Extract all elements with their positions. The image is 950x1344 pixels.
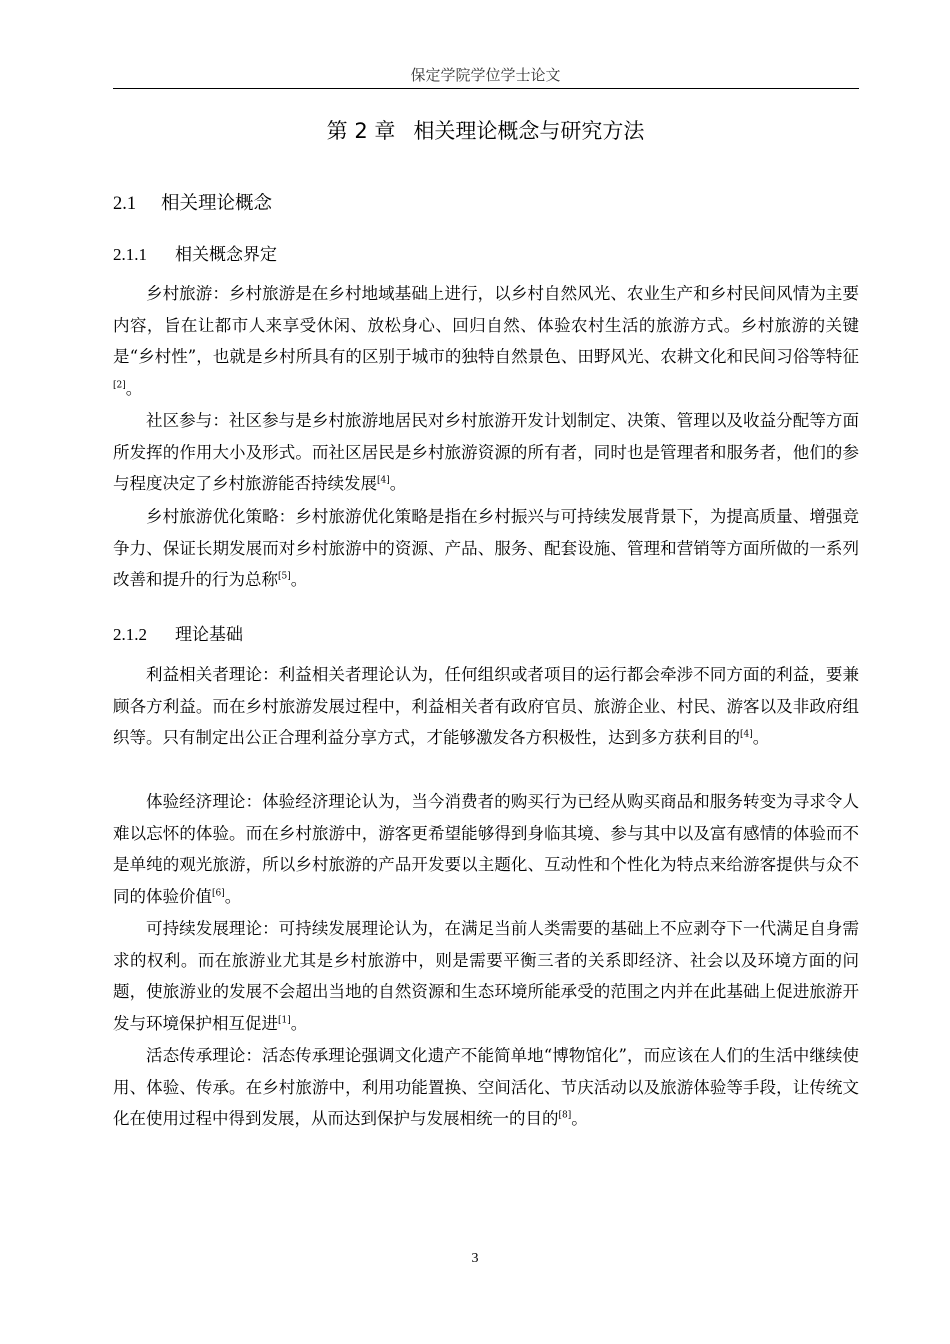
paragraph-text: 社区参与：社区参与是乡村旅游地居民对乡村旅游开发计划制定、决策、管理以及收益分配等方面所发挥的作用大小及形式。而社区居民是乡村旅游资源的所有者，同时也是管理者和服务者，他们的参与程度决定了乡村旅游能否持续发展: [113, 411, 859, 493]
section-title: 相关概念界定: [175, 245, 277, 265]
section-number: 2.1.1: [113, 245, 147, 264]
chapter-name: 相关理论概念与研究方法: [413, 119, 645, 143]
paragraph-text: 可持续发展理论：可持续发展理论认为，在满足当前人类需要的基础上不应剥夺下一代满足自身需求的权利。而在旅游业尤其是乡村旅游中，则是需要平衡三者的关系即经济、社会以及环境方面的问题，使旅游业的发展不会超出当地的自然资源和生态环境所能承受的范围之内并在此基础上促进旅游开发与环境保护相互促进: [113, 919, 859, 1033]
paragraph-text: 乡村旅游：乡村旅游是在乡村地域基础上进行，以乡村自然风光、农业生产和乡村民间风情为主要内容，旨在让都市人来享受休闲、放松身心、回归自然、体验农村生活的旅游方式。乡村旅游的关键是“乡村性”，也就是乡村所具有的区别于城市的独特自然景色、田野风光、农耕文化和民间习俗等特征: [113, 284, 859, 366]
citation[interactable]: [8]: [558, 1110, 572, 1121]
paragraph-text: 体验经济理论：体验经济理论认为，当今消费者的购买行为已经从购买商品和服务转变为寻求令人难以忘怀的体验。而在乡村旅游中，游客更希望能够得到身临其境、参与其中以及富有感情的体验而不是单纯的观光旅游，所以乡村旅游的产品开发要以主题化、互动性和个性化为特点来给游客提供与众不同的体验价值: [113, 792, 859, 906]
paragraph-end: 。: [290, 1013, 308, 1033]
paragraph-end: 。: [752, 728, 770, 747]
paragraph-community-participation: [113, 405, 859, 500]
section-number: 2.1: [113, 194, 137, 214]
paragraph-stakeholder-theory: [113, 659, 859, 754]
paragraph-text: 乡村旅游优化策略：乡村旅游优化策略是指在乡村振兴与可持续发展背景下，为提高质量、增强竞争力、保证长期发展而对乡村旅游中的资源、产品、服务、配套设施、管理和营销等方面所做的一系列改善和提升的行为总称: [113, 507, 859, 589]
section-heading-2-1: [113, 189, 272, 215]
paragraph-text: 利益相关者理论：利益相关者理论认为，任何组织或者项目的运行都会牵涉不同方面的利益，要兼顾各方利益。而在乡村旅游发展过程中，利益相关者有政府官员、旅游企业、村民、游客以及非政府组织等。只有制定出公正合理利益分享方式，才能够激发各方积极性，达到多方获利目的: [113, 665, 859, 747]
page-number: 3: [471, 1251, 479, 1266]
paragraph-end: 。: [389, 474, 407, 493]
paragraph-end: 。: [125, 378, 143, 398]
chapter-title: [113, 115, 858, 145]
chapter-number: 第 2 章: [326, 119, 396, 143]
section-number: 2.1.2: [113, 625, 147, 644]
citation[interactable]: [4]: [740, 729, 753, 740]
section-heading-2-1-1: [113, 240, 277, 265]
paragraph-end: 。: [224, 886, 242, 906]
section-title: 相关理论概念: [161, 193, 273, 214]
paragraph-sustainable-development: [113, 913, 859, 1039]
section-heading-2-1-2: [113, 620, 243, 645]
citation[interactable]: [4]: [377, 475, 390, 486]
paragraph-optimization-strategy: [113, 501, 859, 596]
paragraph-experience-economy: [113, 786, 859, 912]
paragraph-living-heritage: [113, 1040, 859, 1135]
citation[interactable]: [2]: [113, 380, 126, 390]
paragraph-rural-tourism: [113, 278, 859, 404]
paragraph-end: 。: [571, 1109, 588, 1128]
paragraph-end: 。: [290, 570, 308, 589]
running-header: 保定学院学位学士论文: [410, 66, 561, 84]
citation[interactable]: [5]: [278, 571, 291, 582]
citation[interactable]: [1]: [278, 1015, 291, 1025]
section-title: 理论基础: [175, 625, 243, 645]
paragraph-text: 活态传承理论：活态传承理论强调文化遗产不能简单地“博物馆化”，而应该在人们的生活中继续使用、体验、传承。在乡村旅游中，利用功能置换、空间活化、节庆活动以及旅游体验等手段，让传统文化在使用过程中得到发展，从而达到保护与发展相统一的目的: [113, 1046, 859, 1128]
citation[interactable]: [6]: [212, 888, 225, 898]
header-rule: [113, 88, 859, 89]
